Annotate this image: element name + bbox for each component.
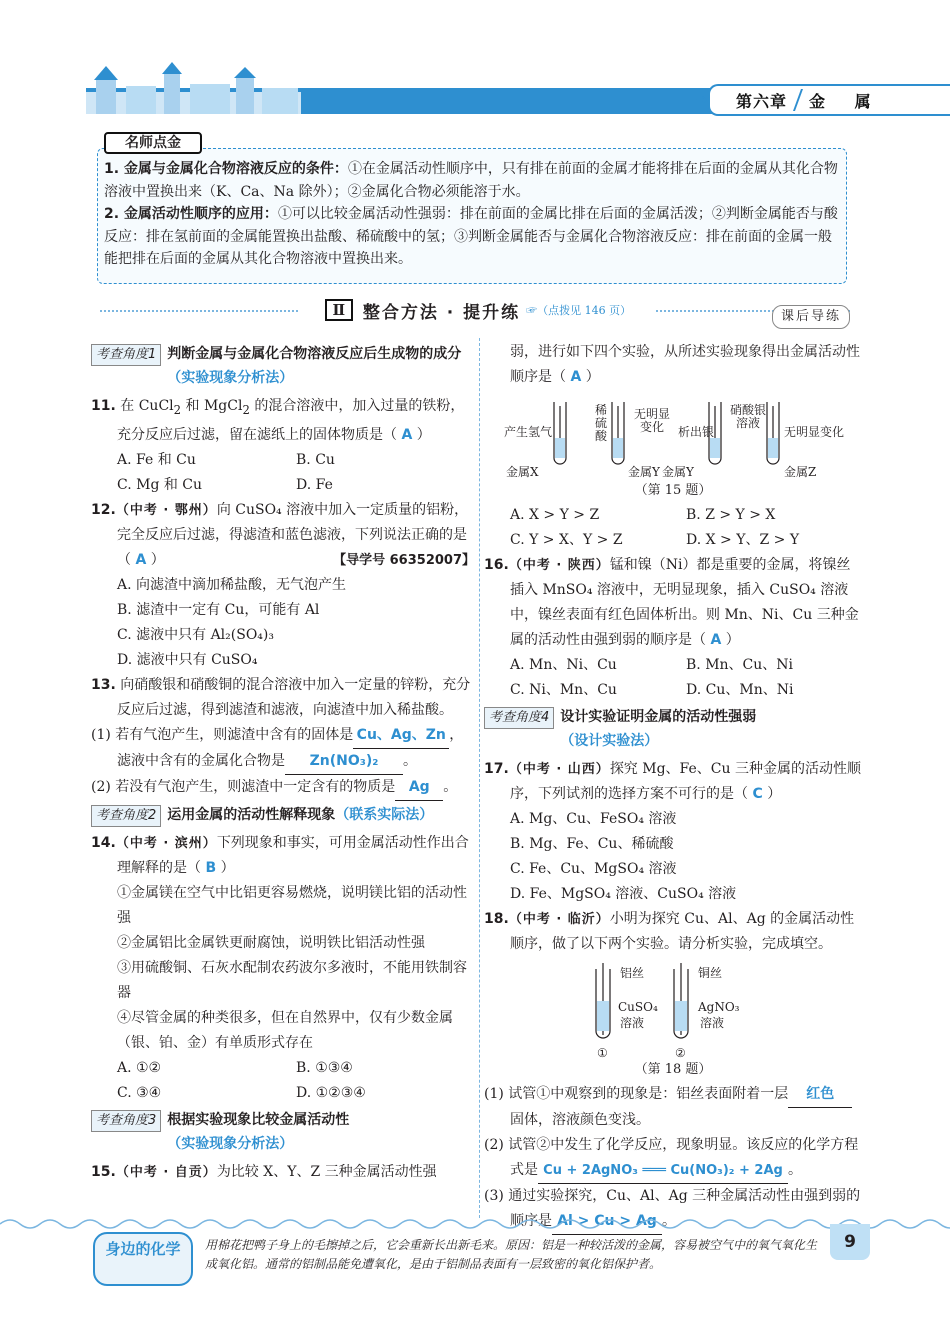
question-13-part-1-text: (1) 若有气泡产生，则滤渣中含有的固体是 [91, 726, 354, 743]
question-13 [91, 673, 475, 801]
option-c: C. Y > X、Y > Z [510, 532, 623, 548]
tips-point-1-text: ①在金属活动性顺序中，只有排在前面的金属才能将排在后面的金属从其化合物溶液中置换出来（K、Ca、Na 除外）；②金属化合物必须能溶于水。 [104, 161, 838, 200]
chapter-number: 第六章 [736, 91, 788, 111]
question-11-close: ） [416, 426, 431, 443]
angle-1-title [167, 342, 475, 390]
option-b: B. Mn、Cu、Ni [686, 657, 793, 673]
option-b: B. ①③④ [296, 1059, 353, 1076]
angle-2-method: （联系实际法） [335, 806, 434, 823]
option-b: B. 滤渣中一定有 Cu，可能有 Al [117, 601, 320, 618]
figure-18-caption: （第 18 题） [634, 1062, 712, 1077]
question-18-source: （中考 · 临沂） [508, 912, 610, 927]
option-d: D. Fe、MgSO₄ 溶液、CuSO₄ 溶液 [510, 886, 737, 902]
question-18-part-1-tail: 固体，溶液颜色变浅。 [510, 1112, 650, 1128]
question-17-close: ） [767, 786, 782, 802]
question-17-number: 17. [484, 761, 509, 777]
figure-15-caption: （第 15 题） [634, 483, 712, 498]
angle-3-method: （实验现象分析法） [167, 1135, 294, 1152]
option-d: D. ①②③④ [296, 1084, 366, 1101]
statement-item: ①金属镁在空气中比铝更容易燃烧，说明镁比铝的活动性强 [117, 884, 467, 926]
angle-1-method: （实验现象分析法） [167, 370, 294, 386]
question-12-source: （中考 · 鄂州） [115, 502, 217, 518]
tips-point-2-title: 2. 金属活动性顺序的应用： [104, 206, 278, 222]
fig-label: CuSO₄ [618, 1000, 658, 1014]
angle-1-tag: 考查角度1 [91, 344, 161, 366]
fig-label: 金属Y [628, 465, 660, 479]
question-18-part-2: (2) 试管②中发生了化学反应，现象明显。该反应的化学方程式是 Cu + 2AgNO₃ ═══ Cu(NO₃)₂ + 2Ag 。 [484, 1133, 862, 1184]
statement-item: ④尽管金属的种类很多，但在自然界中，仅有少数金属（银、铂、金）有单质形式存在 [117, 1009, 453, 1051]
answer-blank: Cu + 2AgNO₃ ═══ Cu(NO₃)₂ + 2Ag [538, 1158, 788, 1184]
question-15-stem-left: 为比较 X、Y、Z 三种金属活动性强 [216, 1163, 437, 1180]
question-16-close: ） [725, 632, 740, 648]
question-14-number: 14. [91, 834, 116, 851]
angle-1 [91, 342, 475, 390]
answer-blank: Al > Cu > Ag [552, 1209, 662, 1235]
question-17-stem [484, 757, 862, 807]
fig-label: 溶液 [700, 1016, 725, 1030]
section-number: Ⅱ [325, 299, 353, 321]
question-14-options [91, 1056, 475, 1106]
option-a: A. Mn、Ni、Cu [510, 657, 617, 673]
after-class-tag: 课后导练 [772, 305, 850, 329]
answer-blank: Cu、Ag、Zn [353, 723, 449, 749]
question-16-answer: A [710, 632, 722, 648]
guide-number: 【导学号 66352007】 [333, 552, 475, 568]
fig-label: 铜丝 [698, 966, 723, 980]
question-16-source: （中考 · 陕西） [508, 558, 610, 573]
option-c: C. Mg 和 Cu [117, 476, 203, 493]
fig-label: 无明显变化 [784, 425, 845, 439]
question-12-answer: A [135, 551, 147, 568]
chapter-arrow-icon: ➜ [696, 92, 708, 108]
statement-item: ②金属铝比金属铁更耐腐蚀，说明铁比铝活动性强 [117, 934, 425, 951]
fig-label: 金属Y [662, 465, 694, 479]
fig-label: ② [675, 1046, 686, 1060]
question-18-number: 18. [484, 911, 509, 927]
question-15-options [484, 503, 862, 553]
question-18-part-1-text: (1) 试管①中观察到的现象是：铝丝表面附着一层 [484, 1086, 789, 1102]
question-18-part-1 [484, 1082, 862, 1133]
question-18-stem-text: 小明为探究 Cu、Al、Ag 的金属活动性顺序，做了以下两个实验。请分析实验，完成填空。 [510, 911, 855, 952]
option-d: D. Fe [296, 476, 333, 493]
angle-4-title [560, 705, 756, 753]
question-11-number: 11. [91, 398, 116, 414]
fig-label: 稀硫酸 [594, 403, 607, 443]
question-17-source: （中考 · 山西） [508, 762, 610, 777]
question-14-close: ） [220, 859, 235, 876]
question-13-part-2: (2) 若没有气泡产生，则滤渣中一定含有的物质是 Ag 。 [91, 775, 475, 801]
question-15-continued [484, 340, 862, 390]
castle-skyline-icon [86, 62, 301, 114]
question-12-close: ） [150, 551, 165, 568]
angle-2-title-text: 运用金属的活动性解释现象 [167, 806, 336, 823]
angle-4-method: （设计实验法） [560, 733, 659, 749]
test-tubes-18-icon [484, 961, 862, 1057]
question-15-close: ） [585, 369, 600, 385]
angle-2 [91, 803, 475, 827]
option-b: B. Cu [296, 451, 335, 468]
section-note: ☞（点拨见 146 页） [526, 304, 632, 317]
question-14-items [91, 881, 475, 1056]
question-17-answer: C [752, 786, 763, 802]
question-14-stem-text: 下列现象和事实，可用金属活动性作出合理解释的是（ [117, 834, 469, 876]
fig-label: 金属X [506, 465, 539, 479]
fig-label: 铝丝 [620, 966, 645, 980]
question-11-answer: A [401, 426, 413, 443]
question-15-answer: A [570, 369, 582, 385]
question-14-answer: B [205, 859, 217, 876]
angle-4-tag: 考查角度4 [484, 707, 554, 729]
option-b: B. Mg、Fe、Cu、稀硫酸 [510, 836, 674, 852]
section-title: 整合方法 · 提升练 [362, 302, 521, 323]
question-15-number: 15. [91, 1163, 116, 1180]
question-16-stem-text: 锰和镍（Ni）都是重要的金属，将镍丝插入 MnSO₄ 溶液中，无明显现象，插入 CuSO₄ 溶液中，镍丝表面有红色固体析出。则 Mn、Ni、Cu 三种金属的活动性由强到弱的顺序是（ [510, 557, 859, 648]
question-18-stem [484, 907, 862, 957]
question-18-part-3: (3) 通过实验探究，Cu、Al、Ag 三种金属活动性由强到弱的顺序是 Al > Cu > Ag 。 [484, 1184, 862, 1235]
figure-15 [484, 396, 862, 478]
tips-point-2-text: ①可以比较金属活动性强弱：排在前面的金属比排在后面的金属活泼；②判断金属能否与酸反应：排在氢前面的金属能置换出盐酸、稀硫酸中的氢；③判断金属能否与金属化合物溶液反应：排在前面的金属一般能把排在后面的金属从其化合物溶液中置换出来。 [104, 206, 838, 267]
question-11-stem-a: 在 CuCl [120, 398, 174, 414]
option-d: D. 滤液中只有 CuSO₄ [117, 651, 258, 668]
question-12-stem-text: 向 CuSO₄ 溶液中加入一定质量的铝粉，完全反应后过滤，得滤渣和蓝色滤液，下列说法正确的是（ [117, 501, 469, 568]
option-d: D. Cu、Mn、Ni [686, 682, 794, 698]
left-column [91, 340, 475, 1185]
question-11-stem-c: 的混合溶液中，加入过量的铁粉，充分反应后过滤，留在滤纸上的固体物质是（ [117, 398, 465, 443]
question-13-part-2-text: (2) 若没有气泡产生，则滤渣中一定含有的物质是 [91, 778, 396, 795]
chapter-name: 金 属 [809, 91, 883, 111]
angle-2-title [167, 803, 433, 827]
question-13-part-1b: 滤液中含有的金属化合物是 Zn(NO₃)₂ 。 [91, 749, 475, 775]
option-c: C. Ni、Mn、Cu [510, 682, 617, 698]
question-14-source: （中考 · 滨州） [115, 835, 217, 851]
chapter-separator [793, 89, 803, 111]
question-16-options [484, 653, 862, 703]
question-17-stem-text: 探究 Mg、Fe、Cu 三种金属的活动性顺序，下列试剂的选择方案不可行的是（ [510, 761, 861, 802]
question-17 [484, 757, 862, 907]
fig-label: 硝酸银溶液 [730, 403, 767, 430]
answer-blank: Ag [395, 775, 443, 801]
page-number: 9 [830, 1224, 870, 1260]
question-14 [91, 831, 475, 1106]
statement-item: ③用硫酸铜、石灰水配制农药波尔多液时，不能用铁制容器 [117, 959, 467, 1001]
fig-label: 溶液 [620, 1016, 645, 1030]
option-a: A. ①② [117, 1059, 162, 1076]
answer-blank: Zn(NO₃)₂ [285, 749, 403, 775]
fig-label: 金属Z [784, 465, 817, 479]
option-a: A. Mg、Cu、FeSO₄ 溶液 [510, 811, 677, 827]
option-a: A. X > Y > Z [510, 507, 600, 523]
tips-tag: 名师点金 [104, 132, 202, 154]
question-16-number: 16. [484, 557, 509, 573]
option-c: C. Fe、Cu、MgSO₄ 溶液 [510, 861, 677, 877]
option-d: D. X > Y、Z > Y [686, 532, 800, 548]
tips-point-2 [104, 203, 844, 271]
question-12-number: 12. [91, 501, 116, 518]
angle-4 [484, 705, 862, 753]
question-13-part-1: (1) 若有气泡产生，则滤渣中含有的固体是 Cu、Ag、Zn ， [91, 723, 475, 749]
question-12-stem [91, 498, 475, 573]
option-b: B. Z > Y > X [686, 507, 776, 523]
fig-label: 无明显变化 [633, 407, 670, 434]
footer-text: 用棉花把鸭子身上的毛擦掉之后，它会重新长出新毛来。原因：铝是一种较活泼的金属，容易被空气中的氧气氧化生成氧化铝。通常的铝制品能免遭氧化，是由于铝制品表面有一层致密的氧化铝保护者。 [205, 1238, 818, 1271]
angle-3-title [167, 1108, 475, 1156]
question-16 [484, 553, 862, 703]
right-column [484, 340, 862, 1235]
question-13-stem-text: 向硝酸银和硝酸铜的混合溶液中加入一定量的锌粉，充分反应后过滤，得到滤渣和滤液，向滤渣中加入稀盐酸。 [117, 676, 471, 718]
tips-point-1 [104, 158, 844, 203]
option-a: A. Fe 和 Cu [117, 451, 196, 468]
question-13-part-1b-text: 滤液中含有的金属化合物是 [117, 752, 285, 769]
angle-3-tag: 考查角度3 [91, 1110, 161, 1132]
question-15-start [91, 1160, 475, 1185]
question-12 [91, 498, 475, 673]
question-15-source: （中考 · 自贡） [115, 1164, 217, 1180]
chapter-label [708, 84, 950, 116]
angle-3 [91, 1108, 475, 1156]
question-11-options [91, 448, 475, 498]
question-18-part-2-text: (2) 试管②中发生了化学反应，现象明显。该反应的化学方程式是 [484, 1137, 859, 1178]
footer-wave [0, 1214, 950, 1234]
question-11-stem: 11. 在 CuCl$_2$ 和 MgCl$_2$ 的混合溶液中，加入过量的铁粉，充分反应后过滤，留在滤纸上的固体物质是（ A ） [91, 398, 465, 443]
question-16-stem [484, 553, 862, 653]
angle-1-title-text: 判断金属与金属化合物溶液反应后生成物的成分 [167, 346, 462, 362]
fig-label: 产生氢气 [504, 425, 553, 439]
question-12-options [91, 573, 475, 673]
option-c: C. 滤液中只有 Al₂(SO₄)₃ [117, 626, 274, 643]
footer-logo: 身边的化学 [93, 1232, 193, 1286]
angle-2-tag: 考查角度2 [91, 805, 161, 827]
question-15-stem-right: 弱，进行如下四个实验，从所述实验现象得出金属活动性顺序是（ [510, 344, 860, 385]
question-13-number: 13. [91, 676, 116, 693]
question-17-options [484, 807, 862, 907]
fig-label: AgNO₃ [698, 1000, 740, 1014]
question-11 [91, 394, 475, 498]
figure-18 [484, 961, 862, 1060]
section-banner [300, 297, 656, 323]
angle-4-title-text: 设计实验证明金属的活动性强弱 [560, 709, 757, 725]
question-14-stem [91, 831, 475, 881]
tips-content [104, 158, 844, 271]
fig-label: 析出银 [678, 425, 715, 439]
question-18 [484, 907, 862, 1235]
option-a: A. 向滤渣中滴加稀盐酸，无气泡产生 [117, 576, 347, 593]
angle-3-title-text: 根据实验现象比较金属活动性 [167, 1111, 350, 1128]
answer-blank: 红色 [788, 1082, 852, 1108]
question-13-stem [91, 673, 475, 723]
question-11-stem-b: 和 MgCl [181, 398, 243, 414]
fig-label: ① [597, 1046, 608, 1060]
question-18-part-3-text: (3) 通过实验探究，Cu、Al、Ag 三种金属活动性由强到弱的顺序是 [484, 1188, 861, 1229]
column-divider [479, 338, 480, 1218]
option-c: C. ③④ [117, 1084, 162, 1101]
tips-point-1-title: 1. 金属与金属化合物溶液反应的条件： [104, 161, 348, 177]
